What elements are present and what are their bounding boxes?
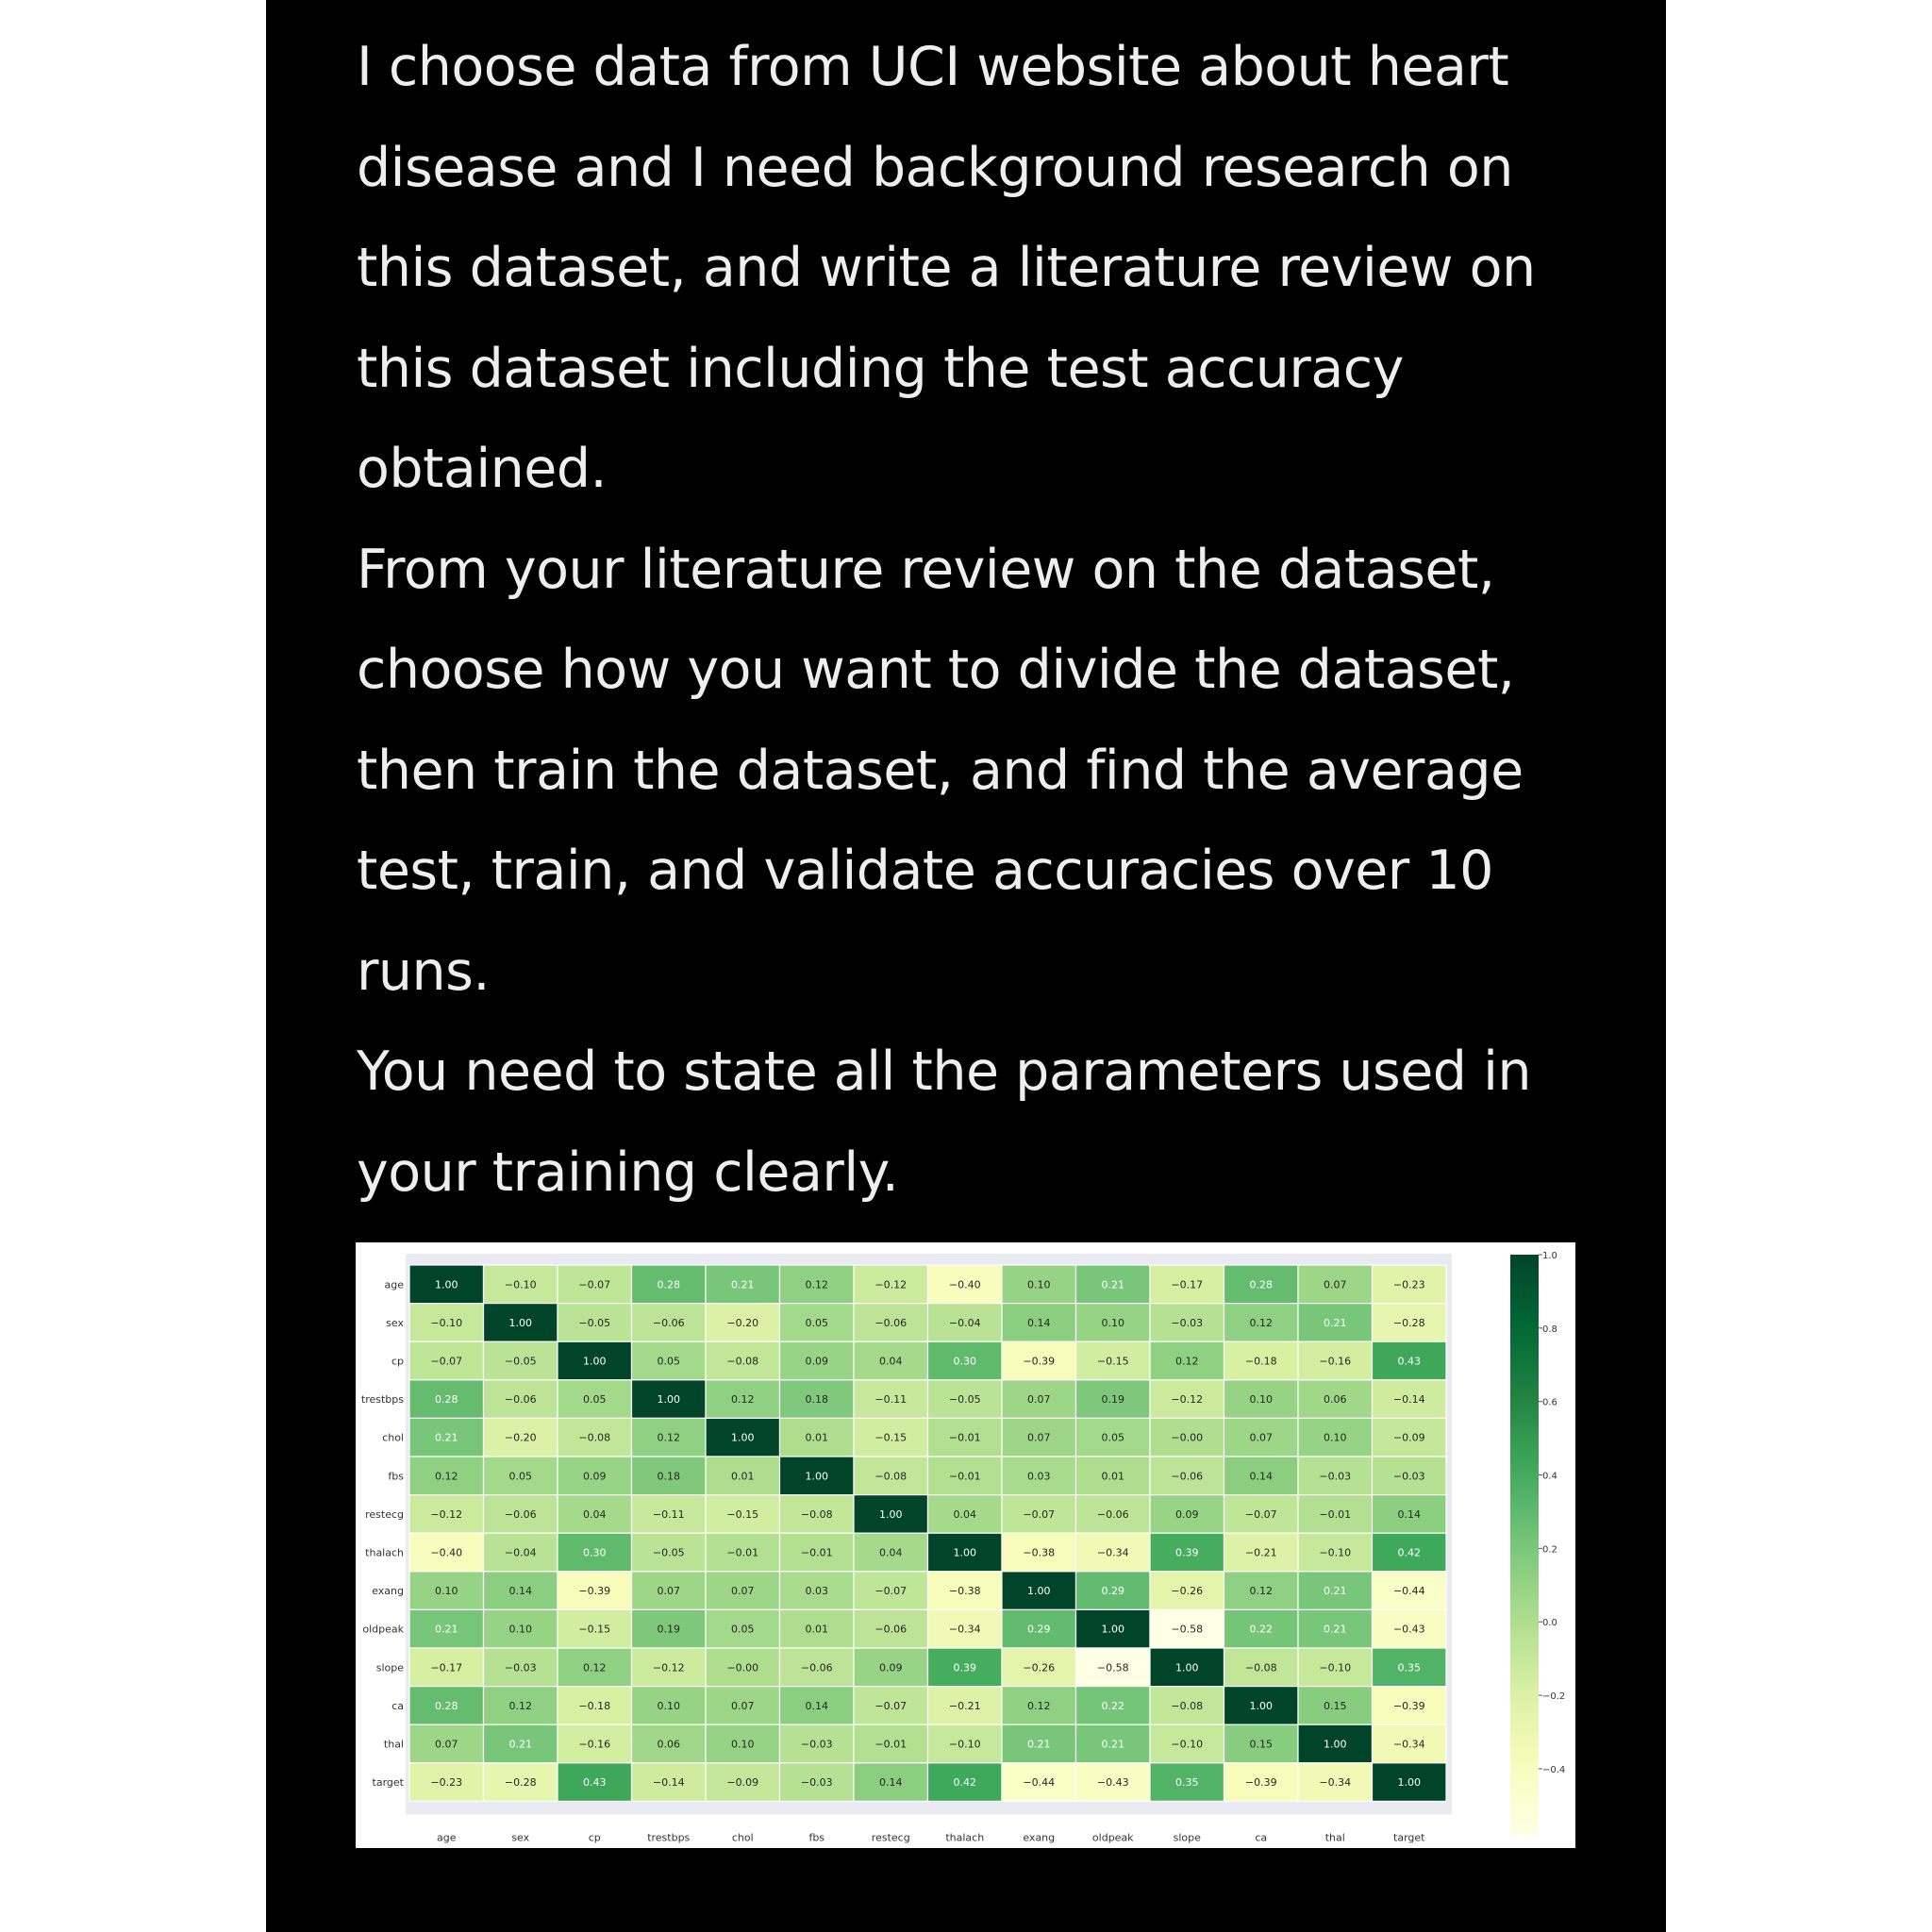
cell-value-label: 1.00 — [1397, 1776, 1421, 1790]
cell-value-label: −0.05 — [652, 1546, 685, 1559]
cell-value-label: −0.09 — [1392, 1431, 1425, 1444]
cell-value-label: −0.12 — [1171, 1393, 1204, 1407]
cell-value-label: 0.39 — [953, 1661, 976, 1674]
cell-value-label: −0.00 — [726, 1661, 759, 1674]
cell-value-label: −0.01 — [948, 1431, 981, 1444]
cell-value-label: 0.21 — [1324, 1623, 1347, 1636]
cell-value-label: −0.07 — [874, 1585, 908, 1598]
column-tick-label: thal — [1324, 1831, 1345, 1844]
cell-value-label: 0.12 — [435, 1470, 458, 1483]
cell-value-label: −0.39 — [1244, 1776, 1277, 1790]
cell-value-label: 0.07 — [1249, 1431, 1273, 1444]
row-tick-label: sex — [386, 1316, 404, 1329]
cell-value-label: −0.12 — [874, 1278, 908, 1291]
cell-value-label: 1.00 — [1027, 1585, 1051, 1598]
row-tick-label: cp — [391, 1355, 404, 1368]
cell-value-label: 0.22 — [1249, 1623, 1273, 1636]
cell-value-label: 0.18 — [805, 1393, 828, 1407]
cell-value-label: −0.05 — [578, 1316, 611, 1329]
cell-value-label: 1.00 — [1175, 1661, 1199, 1674]
cell-value-label: −0.04 — [504, 1546, 537, 1559]
cell-value-label: −0.15 — [726, 1507, 759, 1521]
column-tick-label: sex — [511, 1831, 530, 1844]
cell-value-label: −0.44 — [1392, 1585, 1425, 1598]
cell-value-label: −0.07 — [430, 1355, 463, 1368]
row-tick-label: chol — [382, 1431, 404, 1444]
colorbar-tick-label: 0.6 — [1542, 1397, 1557, 1408]
cell-value-label: −0.20 — [504, 1431, 537, 1444]
cell-value-label: −0.07 — [578, 1278, 611, 1291]
cell-value-label: −0.44 — [1023, 1776, 1056, 1790]
cell-value-label: −0.03 — [1171, 1316, 1204, 1329]
cell-value-label: −0.34 — [1319, 1776, 1352, 1790]
cell-value-label: 0.07 — [1027, 1393, 1051, 1407]
paragraph-2: From your literature review on the dataset, choose how you want to divide the dataset, then train the dataset, and find the average test, train, and validate accuracies over 10 runs. — [357, 538, 1524, 1003]
cell-value-label: 0.28 — [435, 1699, 458, 1712]
cell-value-label: 0.14 — [879, 1776, 903, 1790]
cell-value-label: 0.04 — [879, 1546, 903, 1559]
cell-value-label: −0.34 — [948, 1623, 981, 1636]
cell-value-label: 0.10 — [508, 1623, 532, 1636]
cell-value-label: −0.16 — [1319, 1355, 1352, 1368]
cell-value-label: −0.08 — [1171, 1699, 1204, 1712]
colorbar-tick-label: 1.0 — [1542, 1251, 1557, 1261]
cell-value-label: 0.14 — [805, 1699, 828, 1712]
cell-value-label: 0.28 — [657, 1278, 680, 1291]
cell-value-label: 0.30 — [583, 1546, 607, 1559]
cell-value-label: 0.01 — [805, 1431, 828, 1444]
cell-value-label: 0.12 — [805, 1278, 828, 1291]
cell-value-label: 0.01 — [731, 1470, 755, 1483]
cell-value-label: 0.05 — [805, 1316, 828, 1329]
row-tick-label: slope — [375, 1661, 404, 1674]
cell-value-label: 0.35 — [1397, 1661, 1421, 1674]
row-tick-label: target — [372, 1776, 404, 1790]
cell-value-label: −0.17 — [1171, 1278, 1204, 1291]
cell-value-label: −0.06 — [652, 1316, 685, 1329]
colorbar-tick-label: 0.8 — [1542, 1324, 1557, 1335]
cell-value-label: 1.00 — [805, 1470, 828, 1483]
colorbar-tick-label: 0.0 — [1542, 1618, 1557, 1629]
cell-value-label: 0.10 — [1101, 1316, 1124, 1329]
cell-value-label: 0.07 — [1027, 1431, 1051, 1444]
cell-value-label: −0.06 — [1096, 1507, 1129, 1521]
cell-value-label: 1.00 — [657, 1393, 680, 1407]
cell-value-label: 0.10 — [1249, 1393, 1273, 1407]
cell-value-label: −0.05 — [504, 1355, 537, 1368]
cell-value-label: 0.04 — [879, 1355, 903, 1368]
cell-value-label: −0.03 — [800, 1738, 833, 1751]
cell-value-label: 0.07 — [731, 1585, 755, 1598]
column-tick-label: restecg — [871, 1831, 910, 1844]
cell-value-label: −0.20 — [726, 1316, 759, 1329]
cell-value-label: 0.12 — [1249, 1316, 1273, 1329]
cell-value-label: −0.08 — [800, 1507, 833, 1521]
column-tick-label: target — [1393, 1831, 1425, 1844]
cell-value-label: −0.14 — [1392, 1393, 1425, 1407]
cell-value-label: −0.12 — [430, 1507, 463, 1521]
cell-value-label: 0.04 — [953, 1507, 976, 1521]
cell-value-label: −0.21 — [948, 1699, 981, 1712]
column-tick-label: thalach — [945, 1831, 985, 1844]
cell-value-label: 0.05 — [508, 1470, 532, 1483]
cell-value-label: −0.40 — [948, 1278, 981, 1291]
cell-value-label: −0.03 — [1392, 1470, 1425, 1483]
cell-value-label: −0.21 — [1244, 1546, 1277, 1559]
cell-value-label: −0.43 — [1096, 1776, 1129, 1790]
cell-value-label: 0.15 — [1324, 1699, 1347, 1712]
row-tick-label: restecg — [365, 1507, 404, 1521]
cell-value-label: 1.00 — [435, 1278, 458, 1291]
cell-value-label: 0.03 — [1027, 1470, 1051, 1483]
screen — [266, 0, 1666, 1932]
row-tick-label: fbs — [388, 1470, 404, 1483]
cell-value-label: −0.07 — [1023, 1507, 1056, 1521]
cell-value-label: 1.00 — [1101, 1623, 1124, 1636]
cell-value-label: 0.14 — [1249, 1470, 1273, 1483]
column-tick-label: age — [437, 1831, 457, 1844]
colorbar — [1510, 1255, 1539, 1835]
column-tick-label: slope — [1173, 1831, 1201, 1844]
cell-value-label: 0.06 — [657, 1738, 680, 1751]
cell-value-label: 0.21 — [1324, 1585, 1347, 1598]
paragraph-1: I choose data from UCI website about heart disease and I need background research on this dataset, and write a literature review on this dataset including the test accuracy obtained. — [357, 36, 1536, 500]
cell-value-label: 1.00 — [508, 1316, 532, 1329]
cell-value-label: −0.40 — [430, 1546, 463, 1559]
cell-value-label: −0.10 — [948, 1738, 981, 1751]
cell-value-label: −0.34 — [1392, 1738, 1425, 1751]
cell-value-label: 0.03 — [805, 1585, 828, 1598]
cell-value-label: 0.21 — [1324, 1316, 1347, 1329]
cell-value-label: 0.06 — [1324, 1393, 1347, 1407]
row-tick-label: thal — [383, 1738, 404, 1751]
cell-value-label: −0.06 — [1171, 1470, 1204, 1483]
cell-value-label: 1.00 — [953, 1546, 976, 1559]
cell-value-label: −0.08 — [578, 1431, 611, 1444]
cell-value-label: −0.08 — [874, 1470, 908, 1483]
cell-value-label: 0.22 — [1101, 1699, 1124, 1712]
cell-value-label: 0.14 — [1397, 1507, 1421, 1521]
cell-value-label: −0.23 — [430, 1776, 463, 1790]
column-tick-label: fbs — [808, 1831, 825, 1844]
cell-value-label: 0.12 — [1175, 1355, 1199, 1368]
cell-value-label: 1.00 — [731, 1431, 755, 1444]
cell-value-label: 0.10 — [657, 1699, 680, 1712]
cell-value-label: 0.19 — [1101, 1393, 1124, 1407]
cell-value-label: 0.12 — [508, 1699, 532, 1712]
column-tick-label: chol — [731, 1831, 754, 1844]
cell-value-label: −0.08 — [726, 1355, 759, 1368]
cell-value-label: −0.01 — [800, 1546, 833, 1559]
cell-value-label: 0.05 — [583, 1393, 607, 1407]
cell-value-label: −0.03 — [1319, 1470, 1352, 1483]
cell-value-label: 0.10 — [1027, 1278, 1051, 1291]
cell-value-label: 1.00 — [1324, 1738, 1347, 1751]
row-tick-label: trestbps — [360, 1393, 404, 1407]
cell-value-label: −0.15 — [874, 1431, 908, 1444]
cell-value-label: −0.26 — [1171, 1585, 1204, 1598]
cell-value-label: 0.12 — [1249, 1585, 1273, 1598]
cell-value-label: −0.06 — [874, 1316, 908, 1329]
cell-value-label: −0.00 — [1171, 1431, 1204, 1444]
cell-value-label: −0.28 — [504, 1776, 537, 1790]
cell-value-label: 0.28 — [435, 1393, 458, 1407]
cell-value-label: −0.10 — [504, 1278, 537, 1291]
cell-value-label: −0.06 — [800, 1661, 833, 1674]
cell-value-label: 0.07 — [731, 1699, 755, 1712]
cell-value-label: 0.19 — [657, 1623, 680, 1636]
column-tick-label: exang — [1023, 1831, 1056, 1844]
cell-value-label: 0.21 — [435, 1431, 458, 1444]
paragraph-3: You need to state all the parameters used in your training clearly. — [357, 1041, 1532, 1204]
cell-value-label: −0.11 — [874, 1393, 908, 1407]
cell-value-label: 0.43 — [583, 1776, 607, 1790]
cell-value-label: −0.17 — [430, 1661, 463, 1674]
cell-value-label: 0.09 — [583, 1470, 607, 1483]
cell-value-label: 0.35 — [1175, 1776, 1199, 1790]
cell-value-label: −0.03 — [800, 1776, 833, 1790]
cell-value-label: −0.39 — [1023, 1355, 1056, 1368]
cell-value-label: 0.21 — [435, 1623, 458, 1636]
cell-value-label: −0.28 — [1392, 1316, 1425, 1329]
cell-value-label: −0.05 — [948, 1393, 981, 1407]
cell-value-label: −0.10 — [430, 1316, 463, 1329]
cell-value-label: 0.39 — [1175, 1546, 1199, 1559]
cell-value-label: −0.07 — [874, 1699, 908, 1712]
cell-value-label: −0.34 — [1096, 1546, 1129, 1559]
correlation-heatmap-image — [356, 1242, 1575, 1848]
cell-value-label: −0.58 — [1096, 1661, 1129, 1674]
cell-value-label: 0.10 — [435, 1585, 458, 1598]
correlation-heatmap — [356, 1242, 1575, 1848]
cell-value-label: −0.18 — [578, 1699, 611, 1712]
cell-value-label: 1.00 — [583, 1355, 607, 1368]
cell-value-label: 0.18 — [657, 1470, 680, 1483]
message-text — [357, 17, 1602, 1223]
column-tick-label: oldpeak — [1091, 1831, 1134, 1844]
cell-value-label: −0.09 — [726, 1776, 759, 1790]
cell-value-label: −0.04 — [948, 1316, 981, 1329]
cell-value-label: −0.06 — [874, 1623, 908, 1636]
cell-value-label: −0.58 — [1171, 1623, 1204, 1636]
cell-value-label: 0.05 — [1101, 1431, 1124, 1444]
cell-value-label: 0.28 — [1249, 1278, 1273, 1291]
cell-value-label: −0.15 — [1096, 1355, 1129, 1368]
cell-value-label: −0.01 — [874, 1738, 908, 1751]
cell-value-label: 0.21 — [1101, 1738, 1124, 1751]
cell-value-label: 0.12 — [657, 1431, 680, 1444]
column-tick-label: trestbps — [647, 1831, 691, 1844]
cell-value-label: 0.29 — [1027, 1623, 1051, 1636]
cell-value-label: −0.18 — [1244, 1355, 1277, 1368]
cell-value-label: −0.26 — [1023, 1661, 1056, 1674]
cell-value-label: 0.42 — [953, 1776, 976, 1790]
cell-value-label: −0.12 — [652, 1661, 685, 1674]
cell-value-label: 0.12 — [1027, 1699, 1051, 1712]
column-tick-label: ca — [1255, 1831, 1268, 1844]
cell-value-label: 0.10 — [1324, 1431, 1347, 1444]
cell-value-label: −0.43 — [1392, 1623, 1425, 1636]
cell-value-label: 0.01 — [1101, 1470, 1124, 1483]
cell-value-label: −0.08 — [1244, 1661, 1277, 1674]
cell-value-label: 1.00 — [879, 1507, 903, 1521]
cell-value-label: −0.15 — [578, 1623, 611, 1636]
row-tick-label: age — [384, 1278, 404, 1291]
cell-value-label: 0.14 — [508, 1585, 532, 1598]
cell-value-label: 0.09 — [1175, 1507, 1199, 1521]
cell-value-label: 0.07 — [657, 1585, 680, 1598]
cell-value-label: 0.43 — [1397, 1355, 1421, 1368]
row-tick-label: exang — [372, 1585, 404, 1598]
cell-value-label: 0.21 — [1101, 1278, 1124, 1291]
colorbar-tick-label: −0.2 — [1542, 1691, 1566, 1703]
cell-value-label: −0.03 — [504, 1661, 537, 1674]
cell-value-label: −0.39 — [578, 1585, 611, 1598]
cell-value-label: −0.01 — [948, 1470, 981, 1483]
cell-value-label: −0.01 — [1319, 1507, 1352, 1521]
cell-value-label: −0.39 — [1392, 1699, 1425, 1712]
cell-value-label: −0.14 — [652, 1776, 685, 1790]
cell-value-label: 0.12 — [731, 1393, 755, 1407]
cell-value-label: −0.07 — [1244, 1507, 1277, 1521]
cell-value-label: −0.16 — [578, 1738, 611, 1751]
cell-value-label: 0.12 — [583, 1661, 607, 1674]
cell-value-label: −0.10 — [1319, 1546, 1352, 1559]
cell-value-label: −0.06 — [504, 1507, 537, 1521]
cell-value-label: 0.42 — [1397, 1546, 1421, 1559]
row-tick-label: ca — [391, 1699, 404, 1712]
cell-value-label: −0.11 — [652, 1507, 685, 1521]
cell-value-label: 0.07 — [435, 1738, 458, 1751]
colorbar-tick-label: −0.4 — [1542, 1764, 1566, 1775]
cell-value-label: 0.09 — [879, 1661, 903, 1674]
cell-value-label: −0.06 — [504, 1393, 537, 1407]
colorbar-tick-label: 0.4 — [1542, 1471, 1557, 1482]
cell-value-label: −0.10 — [1171, 1738, 1204, 1751]
cell-value-label: 0.21 — [731, 1278, 755, 1291]
cell-value-label: −0.01 — [726, 1546, 759, 1559]
cell-value-label: 0.21 — [1027, 1738, 1051, 1751]
row-tick-label: thalach — [365, 1546, 404, 1559]
cell-value-label: 0.01 — [805, 1623, 828, 1636]
cell-value-label: −0.38 — [948, 1585, 981, 1598]
cell-value-label: 0.10 — [731, 1738, 755, 1751]
row-tick-label: oldpeak — [362, 1623, 404, 1636]
cell-value-label: 0.14 — [1027, 1316, 1051, 1329]
cell-value-label: 0.21 — [508, 1738, 532, 1751]
cell-value-label: 0.09 — [805, 1355, 828, 1368]
cell-value-label: 0.05 — [657, 1355, 680, 1368]
cell-value-label: 0.15 — [1249, 1738, 1273, 1751]
colorbar-tick-label: 0.2 — [1542, 1544, 1557, 1556]
column-tick-label: cp — [588, 1831, 601, 1844]
cell-value-label: 0.29 — [1101, 1585, 1124, 1598]
cell-value-label: −0.23 — [1392, 1278, 1425, 1291]
cell-value-label: 0.30 — [953, 1355, 976, 1368]
cell-value-label: 0.07 — [1324, 1278, 1347, 1291]
cell-value-label: −0.38 — [1023, 1546, 1056, 1559]
cell-value-label: −0.10 — [1319, 1661, 1352, 1674]
cell-value-label: 0.05 — [731, 1623, 755, 1636]
cell-value-label: 1.00 — [1249, 1699, 1273, 1712]
cell-value-label: 0.04 — [583, 1507, 607, 1521]
